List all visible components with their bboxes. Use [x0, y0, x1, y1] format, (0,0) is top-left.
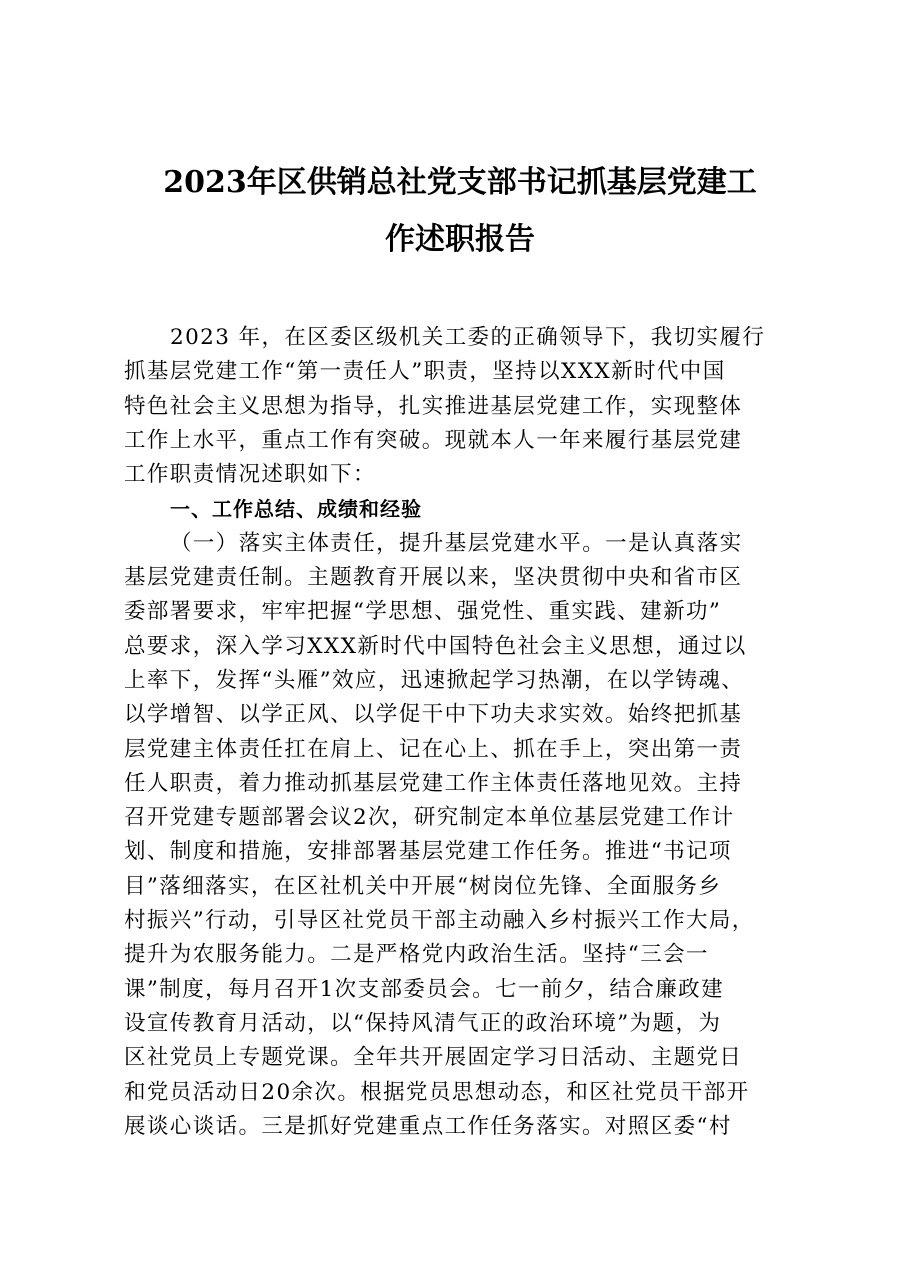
paragraph-line: 抓基层党建工作“第一责任人”职责，坚持以XXX新时代中国: [124, 359, 726, 385]
paragraph-line: 总要求，深入学习XXX新时代中国特色社会主义思想，通过以: [124, 633, 747, 659]
section-heading: 一、工作总结、成绩和经验: [170, 497, 422, 522]
paragraph-line: 工作上水平，重点工作有突破。现就本人一年来履行基层党建: [124, 427, 743, 453]
paragraph-line: 委部署要求，牢牢把握“学思想、强党性、重实践、建新功”: [124, 599, 722, 625]
paragraph-line: 和党员活动日20余次。根据党员思想动态，和区社党员干部开: [124, 1079, 750, 1105]
paragraph-line: 基层党建责任制。主题教育开展以来，坚决贯彻中央和省市区: [124, 565, 743, 591]
paragraph-line: 特色社会主义思想为指导，扎实推进基层党建工作，实现整体: [124, 393, 743, 419]
document-title: [124, 154, 796, 268]
title-line-1: 2023年区供销总社党支部书记抓基层党建工: [163, 165, 757, 200]
paragraph-line: 2023 年，在区委区级机关工委的正确领导下，我切实履行: [170, 325, 766, 350]
paragraph-line: 村振兴”行动，引导区社党员干部主动融入乡村振兴工作大局，: [124, 908, 755, 934]
paragraph-line: 工作职责情况述职如下：: [124, 462, 376, 488]
document-body: [124, 321, 814, 1144]
paragraph-line: 上率下，发挥“头雁”效应，迅速掀起学习热潮，在以学铸魂、: [124, 667, 745, 693]
title-line-2: 作述职报告: [385, 222, 535, 257]
paragraph-line: 划、制度和措施，安排部署基层党建工作任务。推进“书记项: [124, 839, 732, 865]
paragraph-line: 任人职责，着力推动抓基层党建工作主体责任落地见效。主持: [124, 770, 743, 796]
paragraph-line: 课”制度，每月召开1次支部委员会。七一前夕，结合廉政建: [124, 976, 724, 1002]
paragraph-line: 层党建主体责任扛在肩上、记在心上、抓在手上，突出第一责: [124, 736, 743, 762]
paragraph-line: 目”落细落实，在区社机关中开展“树岗位先锋、全面服务乡: [124, 873, 722, 899]
subsection-line: （一）落实主体责任，提升基层党建水平。一是认真落实: [170, 530, 743, 556]
paragraph-line: 展谈心谈话。三是抓好党建重点工作任务落实。对照区委“村: [124, 1113, 732, 1139]
paragraph-line: 提升为农服务能力。二是严格党内政治生活。坚持“三会一: [124, 942, 709, 968]
paragraph-line: 区社党员上专题党课。全年共开展固定学习日活动、主题党日: [124, 1045, 743, 1071]
paragraph-line: 以学增智、以学正风、以学促干中下功夫求实效。始终把抓基: [124, 702, 743, 728]
paragraph-line: 召开党建专题部署会议2次，研究制定本单位基层党建工作计: [124, 805, 735, 831]
paragraph-line: 设宣传教育月活动，以“保持风清气正的政治环境”为题，为: [124, 1010, 722, 1036]
